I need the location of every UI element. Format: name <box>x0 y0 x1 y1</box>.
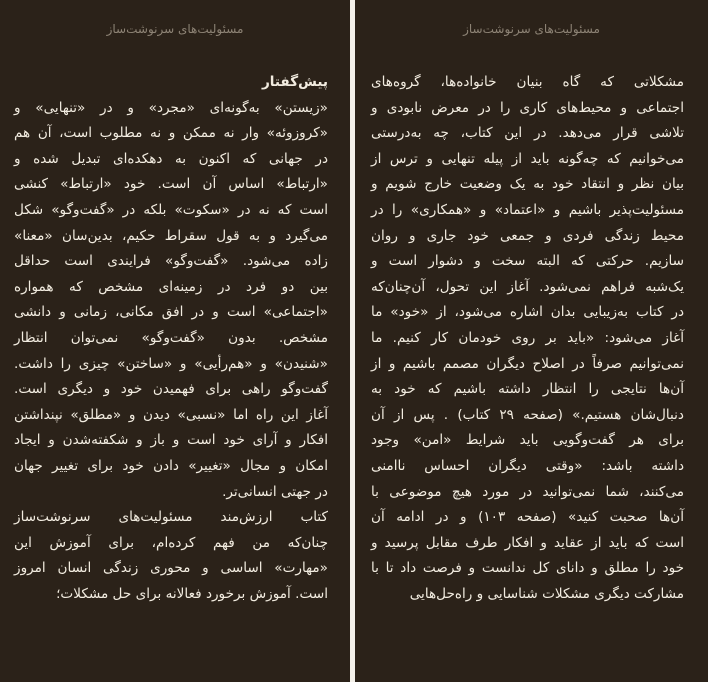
text-line: کتاب ارزش‌مند مسئولیت‌های سرنوشت‌ساز <box>14 509 328 526</box>
text-line: آن‌ها صحبت کنید» (صفحه ۱۰۳) و در ادامه آن <box>371 509 684 526</box>
page-body <box>371 70 684 607</box>
text-line: مسئولیت‌پذیر باشیم و «اعتماد» و «همکاری» را در <box>371 201 684 218</box>
text-line: مشارکت دیگری مشکلات شناسایی و راه‌حل‌هایی <box>409 585 684 602</box>
text-line: آغاز این راه اما «نسبی» دیدن و «مطلق» نپنداشتن <box>14 406 328 423</box>
text-lines <box>371 70 684 607</box>
text-line: بیان نظر و انتقاد خود به یک وضعیت خارج شویم و <box>371 176 684 193</box>
text-line: «زیستن» به‌گونه‌ای «مجرد» و در «تنهایی» و <box>14 99 328 116</box>
text-line: برای هر گفت‌وگویی باید شرایط «امن» وجود <box>371 432 684 449</box>
text-line: یک‌شبه فراهم نمی‌شود. آغاز این تحول، آن‌چنان‌که <box>371 278 684 295</box>
text-line: امکان و مجال «تغییر» دادن خود برای تغییر جهان <box>14 457 328 474</box>
text-line: زاده می‌شود. «گفت‌وگو» فرایندی است حداقل <box>14 253 328 270</box>
text-line: در کتاب به‌زیبایی بدان اشاره می‌شود، از «خود» ما <box>371 304 684 321</box>
page-body <box>14 70 328 607</box>
running-head: مسئولیت‌های سرنوشت‌ساز <box>106 22 244 36</box>
text-line: خود را مطلق و دانای کل ندانست و فرصت داد تا با <box>371 560 684 577</box>
text-line: در جهانی که اکنون به دهکده‌ای تبدیل شده و <box>14 150 328 167</box>
text-line: محیط زندگی فردی و جمعی خود جاری و روان <box>371 227 684 244</box>
text-line: چنان‌که من فهم کرده‌ام، برای آموزش این <box>14 534 328 551</box>
text-line: داشته باشد: «وقتی دیگران احساس ناامنی <box>371 457 684 474</box>
text-line: اجتماعی و محیط‌های کاری را در معرض نابودی و <box>371 99 684 116</box>
text-line: می‌کنند، شما نمی‌توانید در مورد هیچ موضوعی با <box>371 483 684 500</box>
text-line: می‌خوانیم که چه‌گونه باید از پیله تنهایی و ترس از <box>371 150 684 167</box>
text-line: مشخص. بدون «گفت‌وگو» نمی‌توان انتظار <box>14 329 328 346</box>
text-line: سازیم. حرکتی که البته سخت و دشوار است و <box>371 253 684 270</box>
text-line: «شنیدن» و «هم‌رأیی» و «ساختن» چیزی را داشت. <box>14 355 328 372</box>
text-lines <box>14 96 328 608</box>
text-line: آن‌ها نتایجی را انتظار داشته باشیم که خود به <box>371 381 684 398</box>
text-line: است که نه در «سکوت» بلکه در «گفت‌وگو» شکل <box>14 201 328 218</box>
running-head: مسئولیت‌های سرنوشت‌ساز <box>463 22 600 36</box>
text-line: نمی‌توانیم صرفاً در اصلاح دیگران مصمم باشیم و از <box>371 355 684 372</box>
text-line: بین دو فرد در زمینه‌ای مشخص که همواره <box>14 278 328 295</box>
left-page[interactable] <box>0 0 350 682</box>
text-line: آغاز می‌شود: «باید بر روی خودمان کار کنیم. ما <box>371 329 684 346</box>
text-line: «ارتباط» اساس آن است. خود «ارتباط» کنشی <box>14 176 328 193</box>
text-line: «مهارت» اساسی و محوری زندگی انسان امروز <box>14 560 328 577</box>
text-line: افکار و آرای خود است و باز و شکفته‌شدن و ایجاد <box>14 432 328 449</box>
text-line: می‌گیرد و به قول سقراط حکیم، بدین‌سان «معنا» <box>14 227 328 244</box>
text-line: است که باید از عقاید و افکار طرف مقابل پرسید و <box>371 534 684 551</box>
text-line: تلاشی قرار می‌دهد. در این کتاب، چه به‌درستی <box>371 125 684 142</box>
text-line: «اجتماعی» است و در افق مکانی، زمانی و دانشی <box>14 304 328 321</box>
text-line: «کروزوئه» وار نه ممکن و نه مطلوب است، آن هم <box>14 125 328 142</box>
text-line: گفت‌وگو راهی برای فهمیدن خود و دیگری است. <box>14 381 328 398</box>
text-line: است. آموزش برخورد فعالانه برای حل مشکلات؛ <box>56 585 328 602</box>
text-line: مشکلاتی که گاه بنیان خانواده‌ها، گروه‌های <box>371 74 684 90</box>
section-heading: پیش‌گفتار <box>261 74 328 90</box>
text-line: دنبال‌شان هستیم.» (صفحه ۲۹ کتاب) . پس از آن <box>371 406 684 423</box>
text-line: در جهتی انسانی‌تر. <box>222 483 328 500</box>
right-page[interactable] <box>355 0 708 682</box>
